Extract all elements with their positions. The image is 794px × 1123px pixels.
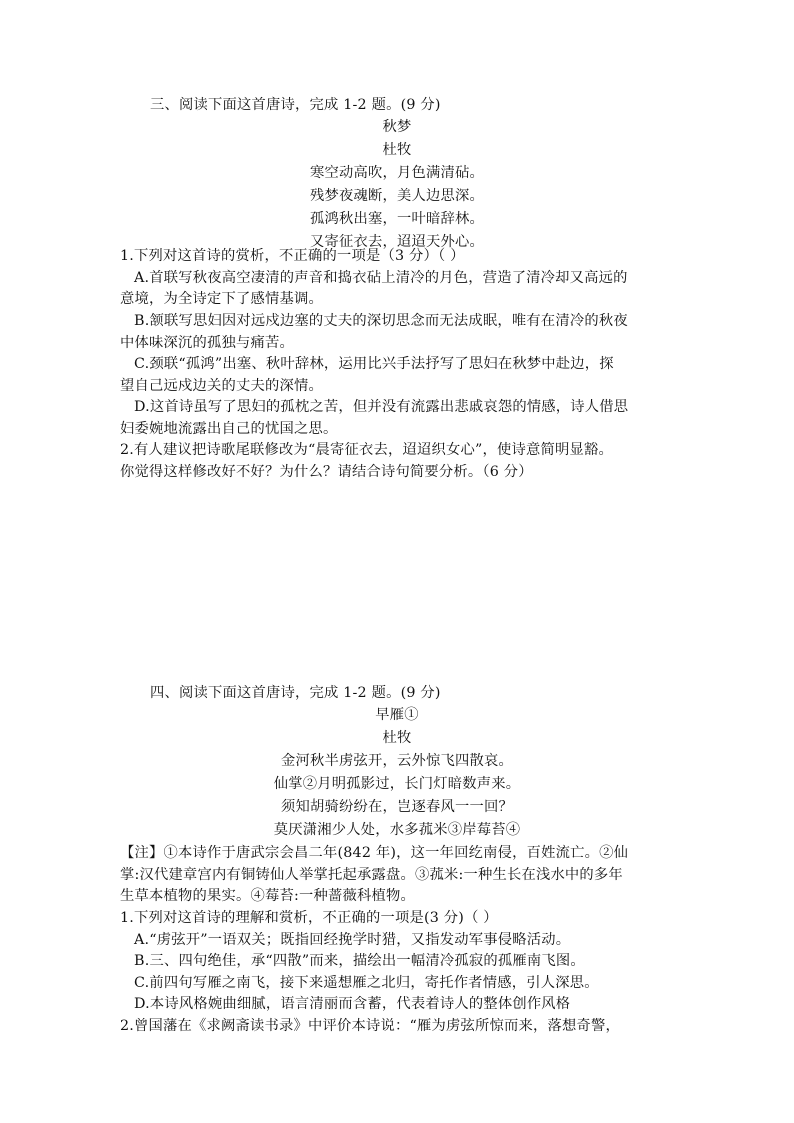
section3-q1-option-a: A.首联写秋夜高空凄清的声音和捣衣砧上清冷的月色，营造了清冷却又高远的 xyxy=(134,270,628,286)
section3-q1-option-c: C.颈联“孤鸿”出塞、秋叶辞林，运用比兴手法抒写了思妇在秋梦中赴边，探 xyxy=(134,356,614,372)
section3-poem-line: 寒空动高吹，月色满清砧。 xyxy=(310,165,484,181)
section4-q1-option-b: B.三、四句绝佳，承“四散”而来，描绘出一幅清冷孤寂的孤雁南飞图。 xyxy=(134,953,585,969)
section3-q1-option-b: B.颔联写思妇因对远戍边塞的丈夫的深切思念而无法成眠，唯有在清冷的秋夜 xyxy=(134,313,628,329)
section4-poem-line: 须知胡骑纷纷在，岂逐春风一一回？ xyxy=(281,799,513,815)
section3-q1-option-d-cont: 妇委婉地流露出自己的忧国之思。 xyxy=(120,421,338,437)
section3-poem-line: 又寄征衣去，迢迢天外心。 xyxy=(310,234,484,250)
section3-poem-title: 秋梦 xyxy=(382,119,412,135)
section4-note-cont: 生草本植物的果实。④莓苔:一种蔷薇科植物。 xyxy=(120,888,415,904)
section4-heading: 四、阅读下面这首唐诗，完成 1-2 题。(9 分) xyxy=(150,685,441,701)
section4-poem-line: 金河秋半虏弦开，云外惊飞四散哀。 xyxy=(281,753,513,769)
section4-q1-option-c: C.前四句写雁之南飞，接下来遥想雁之北归，寄托作者情感，引人深思。 xyxy=(134,975,599,991)
section3-poem-line: 残梦夜魂断，美人边思深。 xyxy=(310,188,484,204)
section3-poem-author: 杜牧 xyxy=(382,142,412,158)
section3-q1-option-a-cont: 意境，为全诗定下了感情基调。 xyxy=(120,291,323,307)
section4-note: 【注】①本诗作于唐武宗会昌二年(842 年)，这一年回纥南侵，百姓流亡。②仙 xyxy=(120,845,629,861)
section4-poem-title: 早雁① xyxy=(375,707,419,723)
section3-q2-cont: 你觉得这样修改好不好？为什么？请结合诗句简要分析。（6 分） xyxy=(120,464,533,480)
section3-q2: 2.有人建议把诗歌尾联修改为“晨寄征衣去，迢迢织女心”，使诗意简明显豁。 xyxy=(120,442,613,458)
section4-poem-line: 仙掌②月明孤影过，长门灯暗数声来。 xyxy=(273,776,521,792)
section3-q1-option-c-cont: 望自己远戍边关的丈夫的深情。 xyxy=(120,378,323,394)
section4-note-cont: 掌:汉代建章宫内有铜铸仙人举掌托起承露盘。③菰米:一种生长在浅水中的多年 xyxy=(120,867,623,883)
section4-q2: 2.曾国藩在《求阙斋读书录》中评价本诗说：“雁为虏弦所惊而来，落想奇警， xyxy=(120,1018,620,1034)
section3-poem-line: 孤鸿秋出塞，一叶暗辞林。 xyxy=(310,211,484,227)
section3-q1-option-d: D.这首诗虽写了思妇的孤枕之苦，但并没有流露出悲戚哀怨的情感，诗人借思 xyxy=(134,399,629,415)
section3-q1-stem: 1.下列对这首诗的赏析，不正确的一项是（3 分）（ ） xyxy=(120,248,465,264)
section3-heading: 三、阅读下面这首唐诗，完成 1-2 题。(9 分) xyxy=(150,97,441,113)
section4-q1-stem: 1.下列对这首诗的理解和赏析，不正确的一项是(3 分)（ ） xyxy=(120,910,498,926)
section4-q1-option-a: A.“虏弦开”一语双关；既指回经挽学时猎，又指发动军事侵略活动。 xyxy=(134,932,571,948)
section4-q1-option-d: D.本诗风格婉曲细腻，语言清丽而含蓄，代表着诗人的整体创作风格 xyxy=(134,996,571,1012)
section3-q1-option-b-cont: 中体味深沉的孤独与痛苦。 xyxy=(120,335,294,351)
section4-poem-author: 杜牧 xyxy=(382,730,412,746)
section4-poem-line: 莫厌潇湘少人处，水多菰米③岸莓苔④ xyxy=(273,822,521,838)
